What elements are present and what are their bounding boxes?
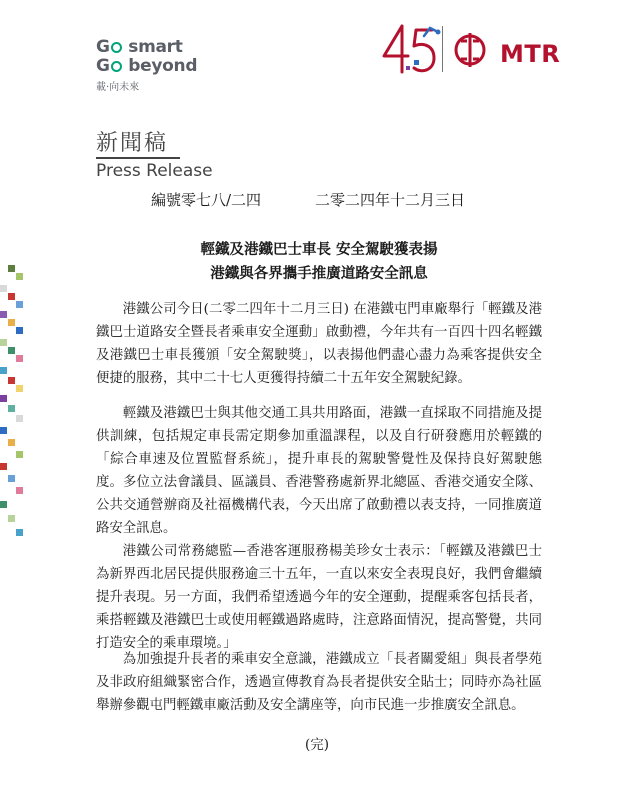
press-release-title-en: Press Release bbox=[96, 161, 213, 181]
logo-divider bbox=[442, 26, 443, 72]
body-paragraph-3: 港鐵公司常務總監—香港客運服務楊美珍女士表示：「輕鐵及港鐵巴士為新界西北居民提供服務逾三十五年，一直以來安全表現良好，我們會繼續提升表現。另一方面，我們希望透過今年的安全運動，提醒乘客包括長者，乘搭輕鐵及港鐵巴士或使用輕鐵過路處時，注意路面情況，提高警覺，共同打造安全的乘車環境。」 bbox=[96, 544, 542, 651]
logo-tagline: 載‧向未來 bbox=[96, 82, 140, 93]
go-smart-logo bbox=[96, 38, 197, 93]
logo-line-2 bbox=[96, 57, 197, 76]
go-circle-icon bbox=[111, 42, 122, 53]
body-paragraph-1: 港鐵公司今日(二零二四年十二月三日) 在港鐵屯門車廠舉行「輕鐵及港鐵巴士道路安全暨長者乘車安全運動」啟動禮，今年共有一百四十四名輕鐵及港鐵巴士車長獲頒「安全駕駛獎」，以表揚他們盡心盡力為乘客提供安全便捷的服務，其中二十七人更獲得持續二十五年安全駕駛紀錄。 bbox=[96, 302, 542, 386]
reference-number: 編號零七八/二四 bbox=[151, 191, 262, 209]
headline-line-1: 輕鐵及港鐵巴士車長 安全駕駛獲表揚 bbox=[200, 241, 438, 258]
news-release-title-zh: 新聞稿 bbox=[96, 131, 169, 156]
body-paragraph-2: 輕鐵及港鐵巴士與其他交通工具共用路面，港鐵一直採取不同措施及提供訓練，包括規定車長需定期參加重溫課程，以及自行研發應用於輕鐵的「綜合車速及位置監督系統」，提升車長的駕駛警覺性及保持良好駕駛態度。多位立法會議員、區議員、香港警務處新界北總區、香港交通安全隊、公共交通營辦商及社福機構代表，今天出席了啟動禮以表支持，一同推廣道路安全訊息。 bbox=[96, 406, 542, 536]
go-circle-icon bbox=[111, 61, 122, 72]
mtr-brand-text: MTR bbox=[500, 40, 561, 68]
headline-line-2: 港鐵與各界攜手推廣道路安全訊息 bbox=[210, 265, 428, 282]
release-date: 二零二四年十二月三日 bbox=[315, 191, 466, 209]
body-paragraph-4: 為加強提升長者的乘車安全意識，港鐵成立「長者關愛組」與長者學苑及非政府組織緊密合作，透過宣傳教育為長者提供安全貼士；同時亦為社區舉辦參觀屯門輕鐵車廠活動及安全講座等，向市民進一步推廣安全訊息。 bbox=[96, 652, 542, 713]
logo-word-beyond: beyond bbox=[122, 56, 198, 76]
logo-letter-g2: G bbox=[96, 56, 110, 76]
title-underline bbox=[96, 157, 180, 159]
decorative-pixel-column bbox=[0, 255, 30, 555]
logo-letter-g1: G bbox=[96, 37, 110, 57]
end-marker: (完) bbox=[305, 737, 330, 753]
logo-line-1 bbox=[96, 38, 197, 57]
logo-word-smart: smart bbox=[122, 37, 183, 57]
